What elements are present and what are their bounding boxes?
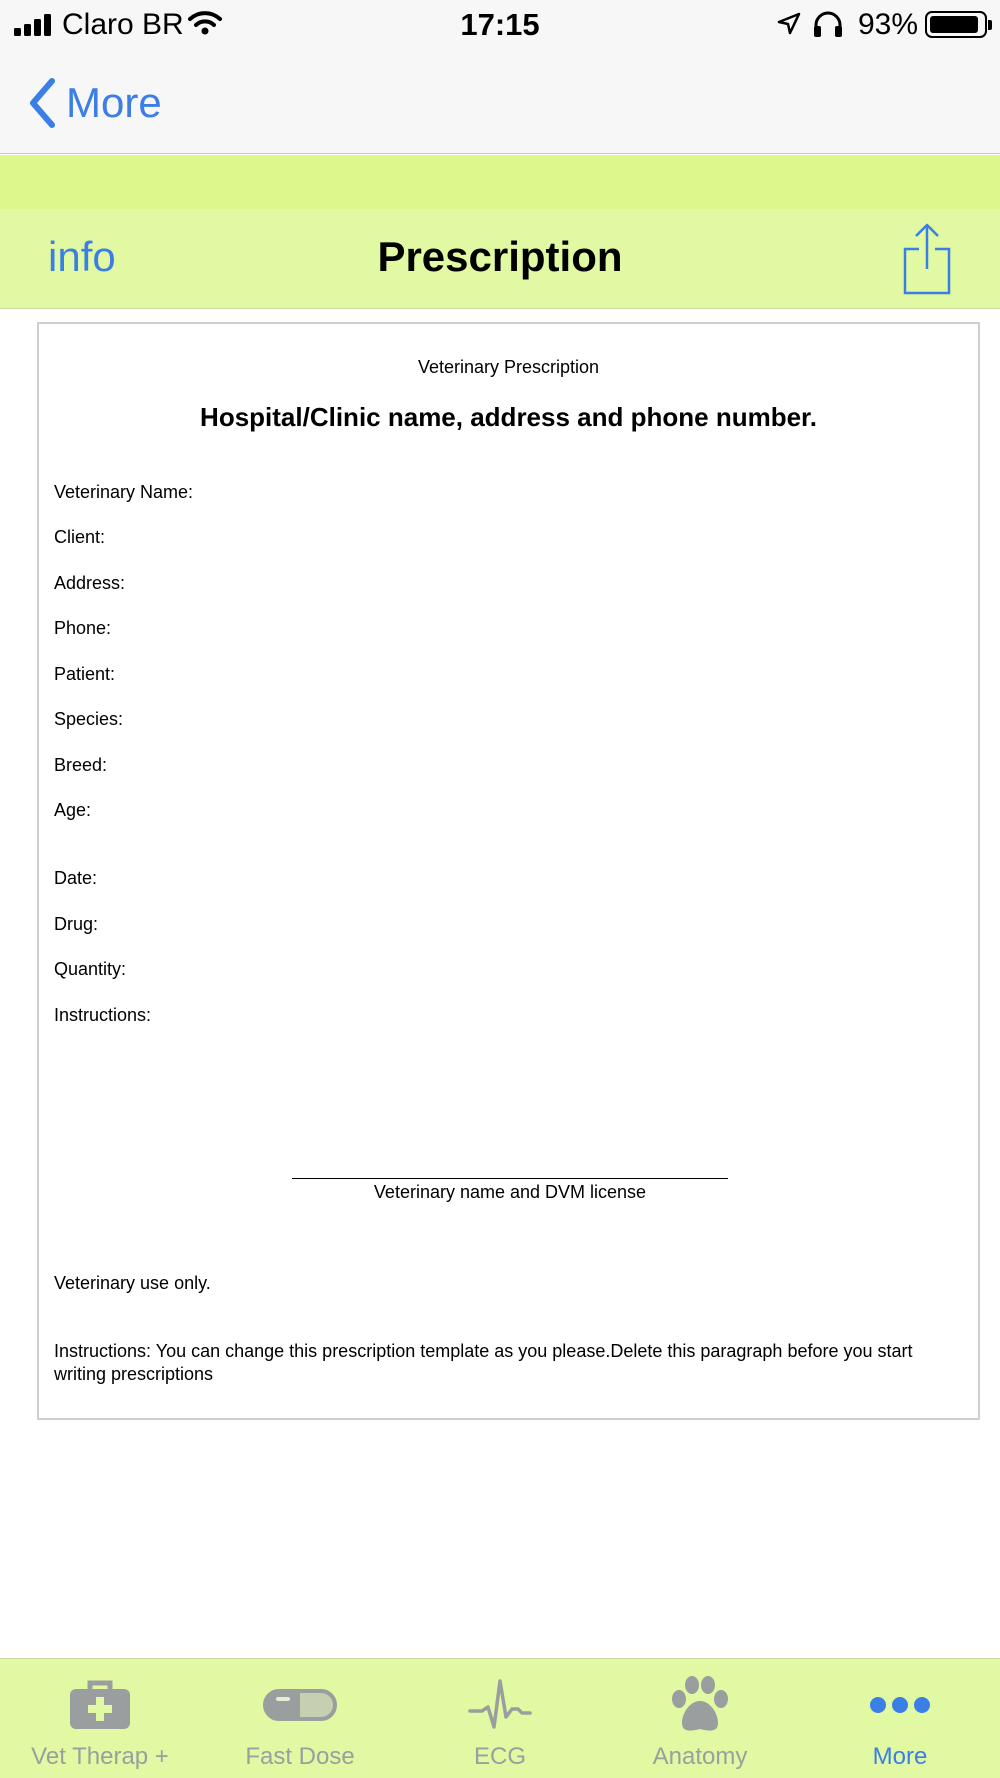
- ellipsis-icon: [800, 1673, 1000, 1737]
- tab-more[interactable]: [800, 1659, 1000, 1778]
- tab-bar: [0, 1658, 1000, 1778]
- tab-label: Vet Therap +: [31, 1743, 169, 1770]
- battery-nub: [988, 20, 992, 30]
- navigation-bar: [0, 50, 1000, 154]
- battery-level: [930, 16, 978, 33]
- field-drug: Drug:: [54, 914, 99, 934]
- field-address: Address:: [54, 573, 126, 593]
- tab-anatomy[interactable]: [600, 1659, 800, 1778]
- document-heading: Hospital/Clinic name, address and phone number.: [200, 402, 817, 432]
- paw-icon: [600, 1673, 800, 1737]
- field-patient: Patient:: [54, 664, 116, 684]
- back-button[interactable]: [28, 76, 162, 130]
- field-quantity: Quantity:: [54, 959, 127, 979]
- medical-bag-icon: [0, 1673, 200, 1737]
- headphones-icon: [812, 10, 844, 38]
- tab-fast-dose[interactable]: [200, 1659, 400, 1778]
- tab-label: More: [872, 1743, 928, 1770]
- chevron-left-icon: [28, 78, 56, 128]
- field-veterinary-name: Veterinary Name:: [54, 482, 194, 502]
- signature-line: [292, 1178, 728, 1179]
- veterinary-use-note: Veterinary use only.: [54, 1273, 211, 1293]
- signature-label: Veterinary name and DVM license: [373, 1182, 647, 1202]
- location-arrow-icon: [776, 11, 802, 37]
- template-instructions-note: Instructions: You can change this prescription template as you please.Delete this paragraph before you start writing prescriptions: [54, 1341, 913, 1384]
- battery-icon: [925, 11, 987, 38]
- field-phone: Phone:: [54, 618, 112, 638]
- app-header: [0, 209, 1000, 309]
- battery-percentage: 93%: [858, 8, 919, 41]
- carrier-name: Claro BR: [62, 8, 184, 41]
- tab-label: ECG: [473, 1743, 526, 1770]
- pill-icon: [200, 1673, 400, 1737]
- document-kicker: Veterinary Prescription: [417, 357, 600, 377]
- field-age: Age:: [54, 800, 92, 820]
- field-species: Species:: [54, 709, 124, 729]
- tab-label: Fast Dose: [245, 1743, 355, 1770]
- info-button[interactable]: info: [48, 233, 116, 280]
- back-button-label: More: [66, 79, 162, 126]
- field-instructions: Instructions:: [54, 1005, 152, 1025]
- header-band: [0, 155, 1000, 209]
- field-breed: Breed:: [54, 755, 108, 775]
- prescription-document[interactable]: [37, 322, 980, 1420]
- clock: 17:15: [460, 7, 540, 42]
- status-bar: [0, 0, 1000, 50]
- share-icon[interactable]: [902, 221, 952, 297]
- tab-vet-therap[interactable]: [0, 1659, 200, 1778]
- field-client: Client:: [54, 527, 106, 547]
- field-date: Date:: [54, 868, 98, 888]
- heartbeat-icon: [400, 1673, 600, 1737]
- page-title: Prescription: [377, 233, 623, 280]
- tab-ecg[interactable]: [400, 1659, 600, 1778]
- tab-label: Anatomy: [652, 1743, 748, 1770]
